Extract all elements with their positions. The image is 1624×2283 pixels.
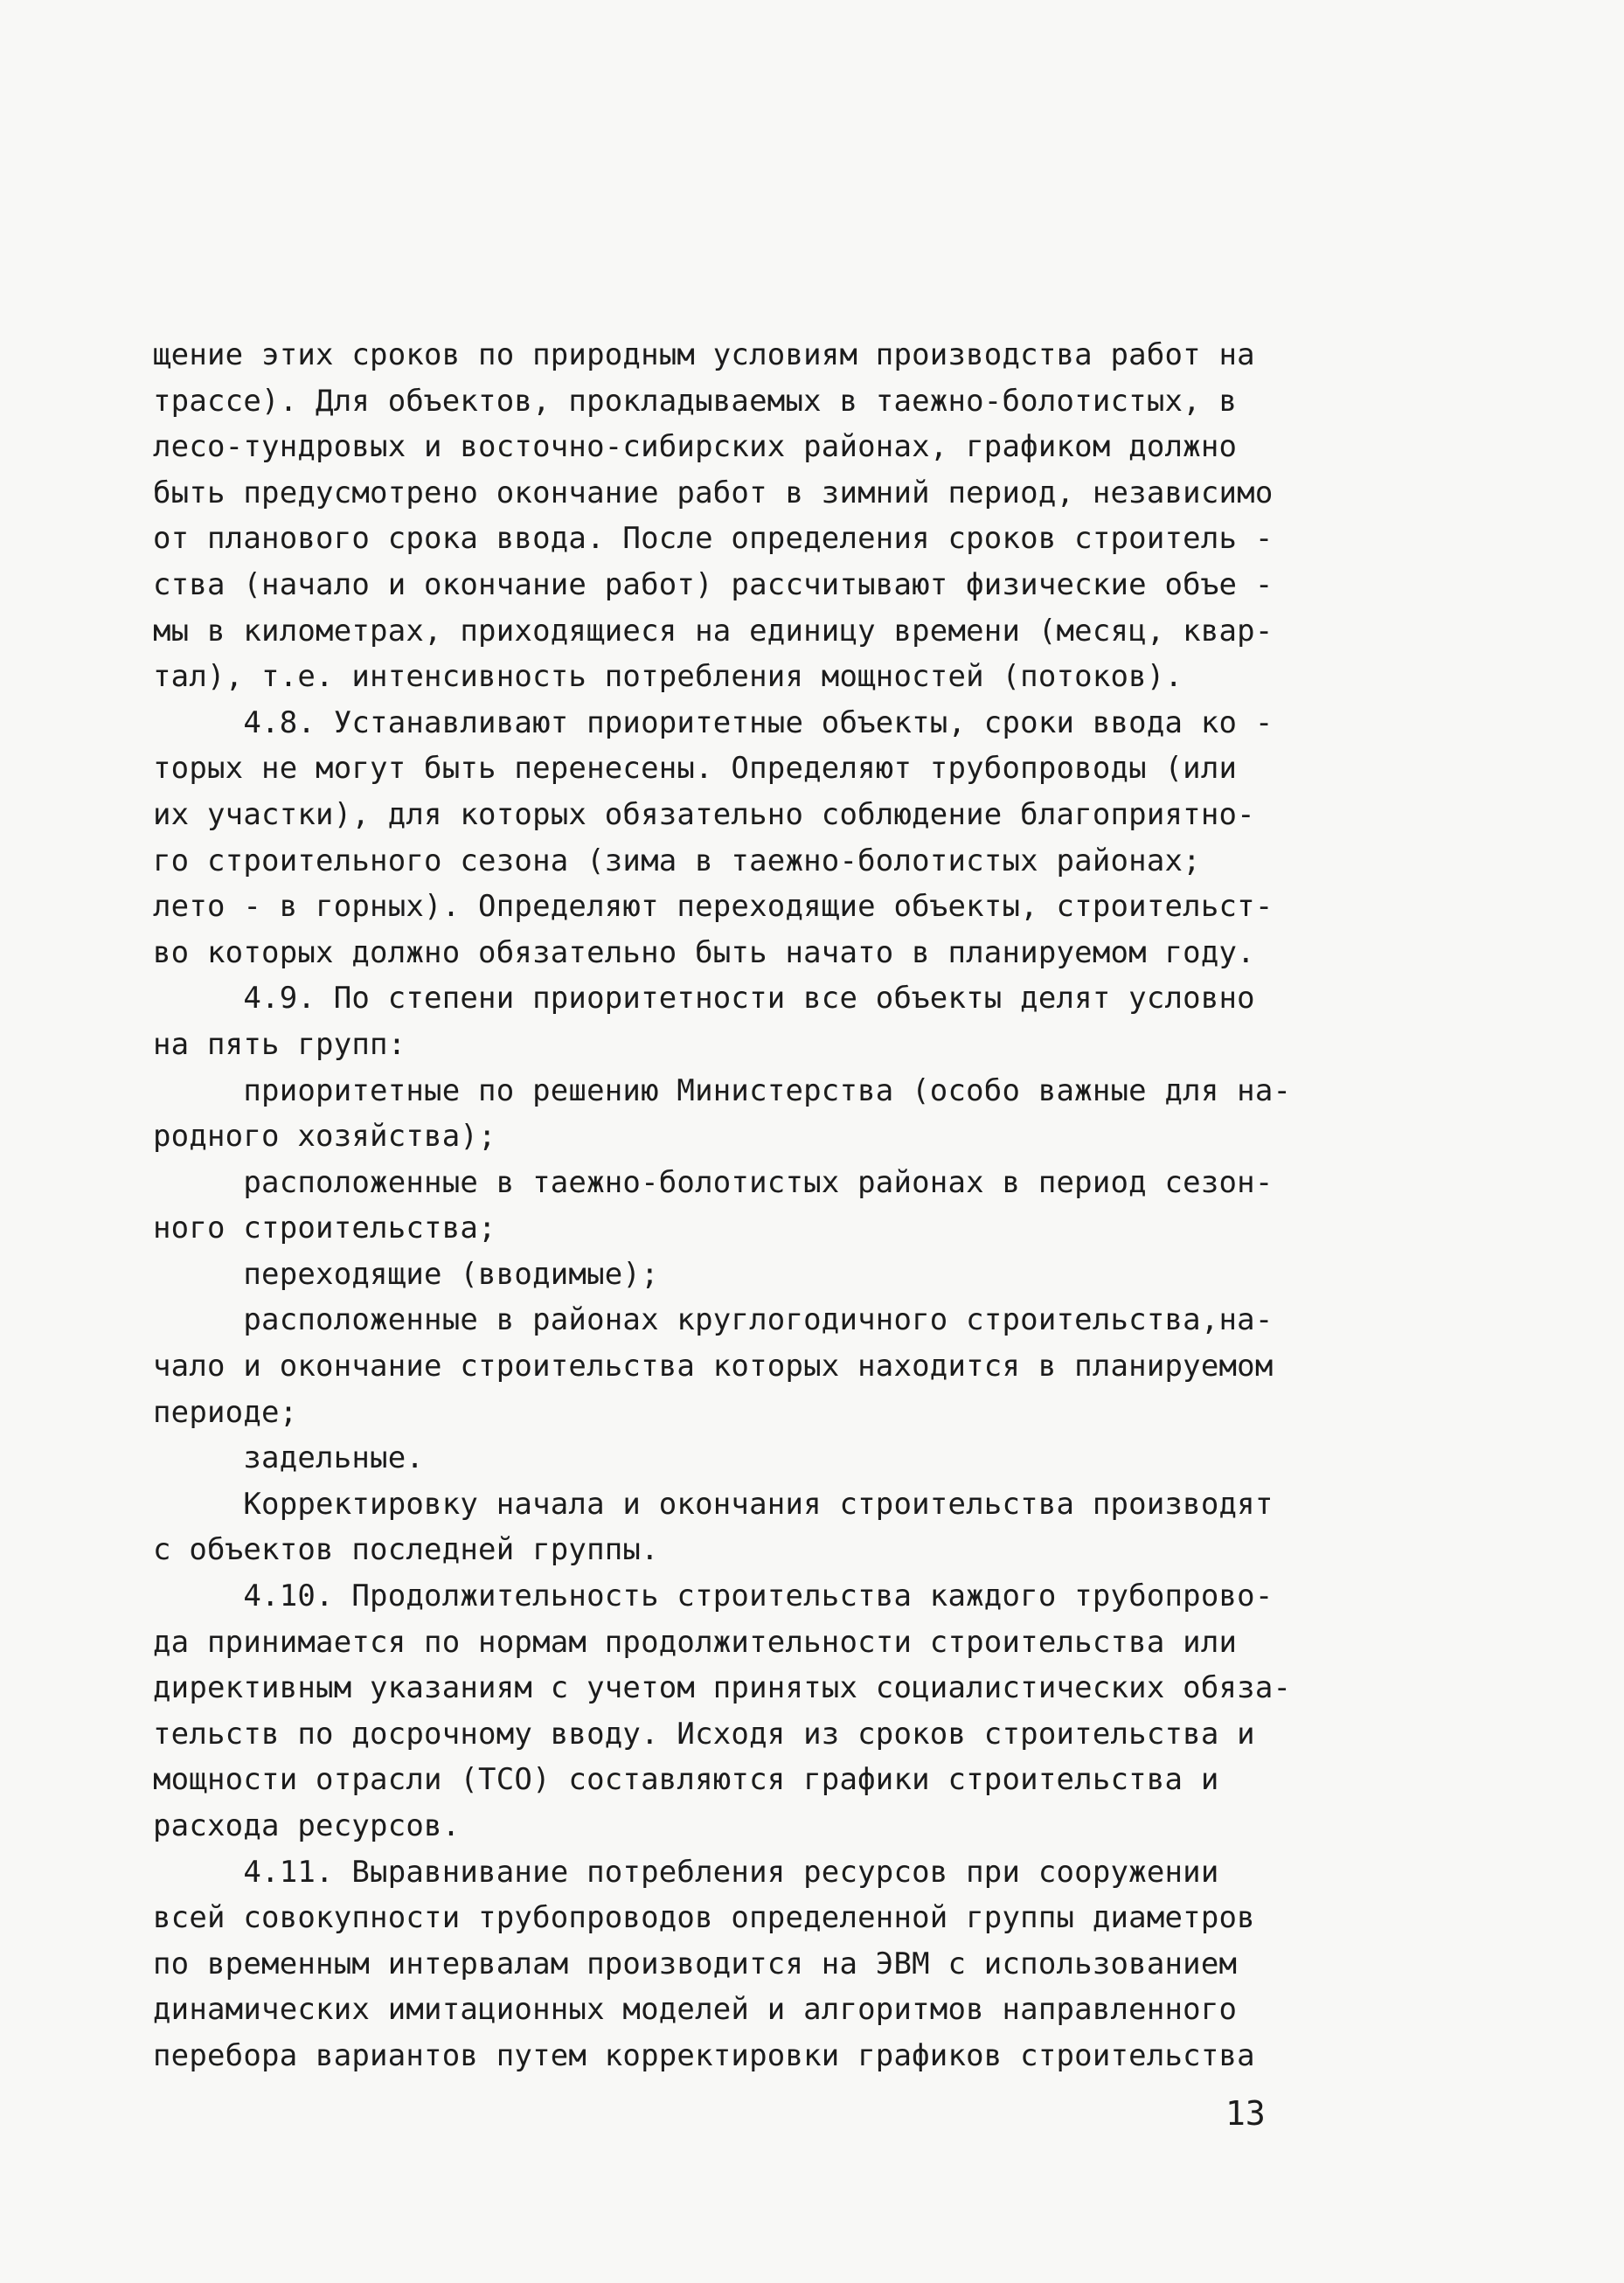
- text-line: расположенные в таежно-болотистых районах в период сезон-: [153, 1164, 1274, 1200]
- text-line: 4.10. Продолжительность строительства каждого трубопрово-: [153, 1579, 1274, 1614]
- text-line: периоде;: [153, 1394, 298, 1430]
- text-line: по временным интервалам производится на ЭВМ с использованием: [153, 1946, 1238, 1981]
- text-line: тельств по досрочному вводу. Исходя из сроков строительства и: [153, 1716, 1255, 1752]
- text-line: директивным указаниям с учетом принятых социалистических обяза-: [153, 1670, 1292, 1706]
- text-line: быть предусмотрено окончание работ в зимний период, независимо: [153, 475, 1274, 510]
- text-line: 4.8. Устанавливают приоритетные объекты, сроки ввода ко -: [153, 704, 1274, 740]
- text-line: всей совокупности трубопроводов определенной группы диаметров: [153, 1900, 1255, 1936]
- text-line: 4.11. Выравнивание потребления ресурсов при сооружении: [153, 1854, 1219, 1890]
- text-line: задельные.: [153, 1440, 425, 1476]
- text-line: торых не могут быть перенесены. Определяют трубопроводы (или: [153, 751, 1238, 787]
- text-line: приоритетные по решению Министерства (особо важные для на-: [153, 1072, 1292, 1108]
- text-line: расположенные в районах круглогодичного строительства,на-: [153, 1302, 1274, 1338]
- text-line: щение этих сроков по природным условиям производства работ на: [153, 337, 1255, 372]
- text-line: динамических имитационных моделей и алгоритмов направленного: [153, 1992, 1238, 2028]
- text-line: лесо-тундровых и восточно-сибирских районах, графиком должно: [153, 429, 1238, 465]
- text-line: их участки), для которых обязательно соблюдение благоприятно-: [153, 796, 1255, 832]
- text-line: родного хозяйства);: [153, 1119, 496, 1155]
- text-line: с объектов последней группы.: [153, 1532, 659, 1568]
- body-text: [153, 332, 1324, 2079]
- text-line: го строительного сезона (зима в таежно-болотистых районах;: [153, 843, 1201, 878]
- page-number: 13: [1225, 2094, 1266, 2133]
- text-line: да принимается по нормам продолжительности строительства или: [153, 1624, 1238, 1660]
- text-line: расхода ресурсов.: [153, 1808, 461, 1843]
- text-line: трассе). Для объектов, прокладываемых в таежно-болотистых, в: [153, 383, 1238, 419]
- text-line: чало и окончание строительства которых находится в планируемом: [153, 1349, 1274, 1384]
- text-line: ного строительства;: [153, 1211, 496, 1246]
- text-line: Корректировку начала и окончания строительства производят: [153, 1486, 1274, 1522]
- text-line: мощности отрасли (ТСО) составляются графики строительства и: [153, 1762, 1219, 1798]
- text-line: перебора вариантов путем корректировки графиков строительства: [153, 2037, 1255, 2073]
- text-line: во которых должно обязательно быть начато в планируемом году.: [153, 934, 1255, 970]
- text-line: на пять групп:: [153, 1026, 406, 1062]
- text-line: мы в километрах, приходящиеся на единицу времени (месяц, квар-: [153, 613, 1274, 649]
- text-line: от планового срока ввода. После определения сроков строитель -: [153, 521, 1274, 557]
- text-line: 4.9. По степени приоритетности все объекты делят условно: [153, 981, 1255, 1017]
- text-line: переходящие (вводимые);: [153, 1256, 659, 1292]
- text-line: тал), т.е. интенсивность потребления мощностей (потоков).: [153, 659, 1183, 695]
- text-line: лето - в горных). Определяют переходящие объекты, строительст-: [153, 889, 1274, 925]
- text-line: ства (начало и окончание работ) рассчитывают физические объе -: [153, 566, 1274, 602]
